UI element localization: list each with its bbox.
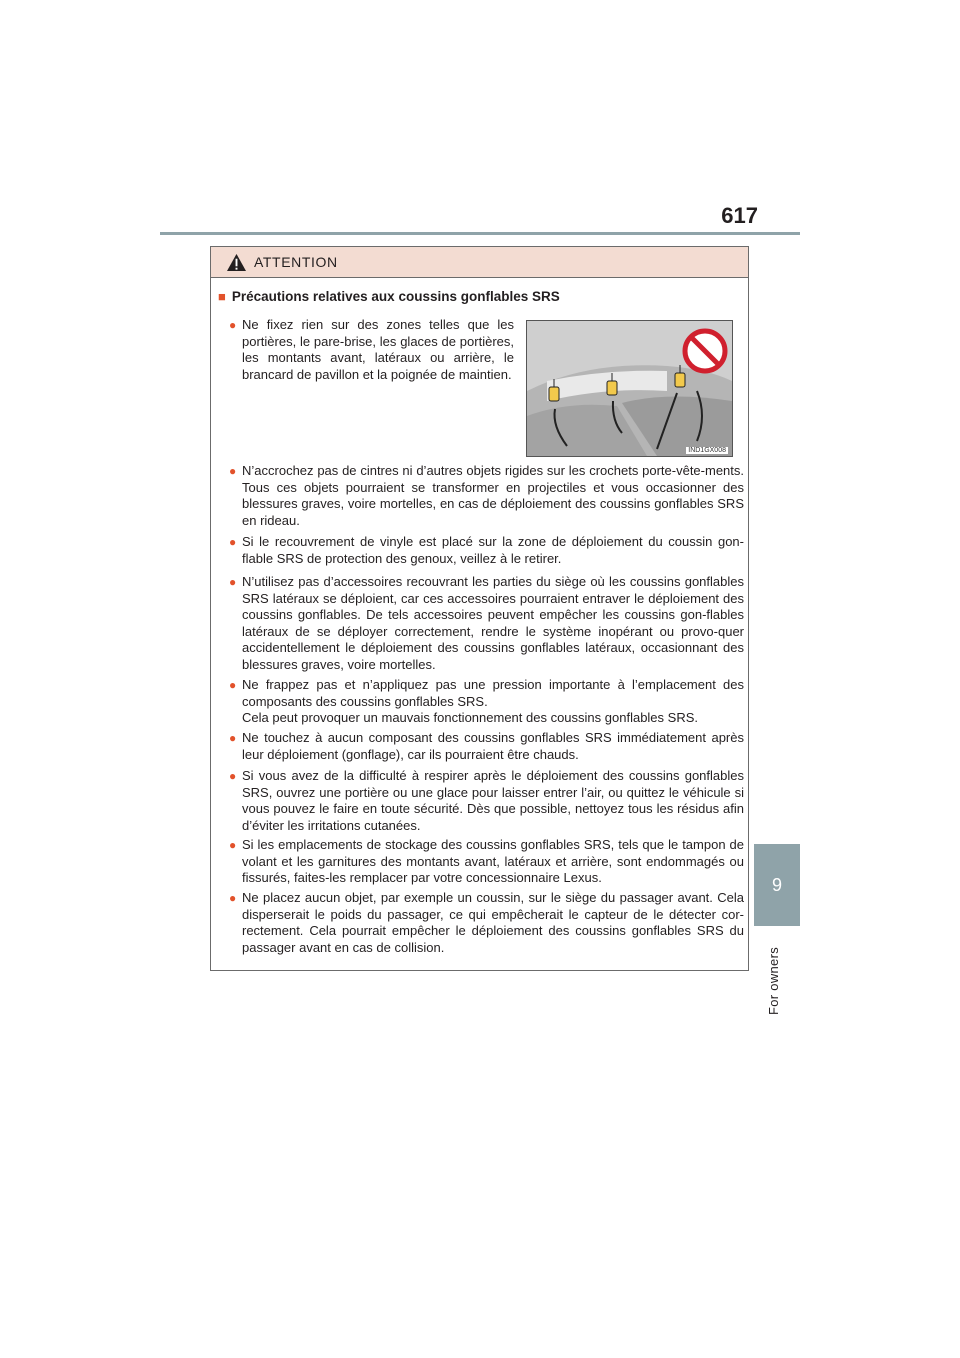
caution-box <box>210 246 749 971</box>
chapter-label: For owners <box>766 946 781 1015</box>
car-interior-image <box>527 321 732 456</box>
illustration-code: IND1GX008 <box>688 447 726 454</box>
page-number: 617 <box>721 203 758 228</box>
bullet-icon: ● <box>229 731 237 745</box>
list-item: ● Si les emplacements de stockage des coussins gonflables SRS, tels que le tampon de volant et les garnitures des montants avant, latéraux et arrière, sont endommagés ou fissurés, faites-les remplacer par votre concessionnaire Lexus. <box>229 837 744 885</box>
bullet-icon: ● <box>229 769 237 783</box>
section-heading-text: Précautions relatives aux coussins gonflables SRS <box>231 289 560 304</box>
bullet-icon: ● <box>229 891 237 905</box>
list-item: ● N’utilisez pas d’accessoires recouvrant les parties du siège où les coussins gonflables SRS latéraux se déploient, car ces accessoires pourraient entraver le déploiement des coussins gonflables. De tels accessoires peuvent empêcher les coussins gon-flables latéraux de se déployer correctement, rendre le système inopérant ou provo-quer accidentellement le déploiement des coussins gonflables latéraux, occasionnant des blessures graves, voire mortelles. <box>229 574 744 672</box>
header-rule <box>160 232 800 235</box>
list-item: ● Si vous avez de la difficulté à respirer après le déploiement des coussins gonflables SRS, ouvrez une portière ou une glace pour laisser entrer l’air, ou quittez le véhicule si vous pouvez le faire en toute sécurité. Dès que possible, nettoyez tous les résidus afin d’éviter les irritations cutanées. <box>229 768 744 833</box>
heading-square-icon: ■ <box>218 289 226 304</box>
warning-triangle-icon <box>226 253 247 272</box>
bullet-icon: ● <box>229 464 237 478</box>
bullet-icon: ● <box>229 575 237 589</box>
chapter-tab: 9 <box>754 844 800 926</box>
list-item: ● Ne frappez pas et n’appliquez pas une pression importante à l’emplacement des composants des coussins gonflables SRS. Cela peut provoquer un mauvais fonctionnement des coussins gonflables SRS. <box>229 677 744 725</box>
bullet-icon: ● <box>229 838 237 852</box>
caution-title: ATTENTION <box>254 254 338 270</box>
section-heading <box>218 289 560 304</box>
list-item: ● Ne fixez rien sur des zones telles que les portières, le pare-brise, les glaces de portières, les montants avant, latéraux ou arrière, le brancard de pavillon et la poignée de maintien. <box>229 317 514 382</box>
bullet-icon: ● <box>229 318 237 332</box>
airbag-illustration <box>526 320 733 457</box>
list-item: ● Si le recouvrement de vinyle est placé sur la zone de déploiement du coussin gon-flable SRS de protection des genoux, veillez à le retirer. <box>229 534 744 566</box>
list-item: ● Ne placez aucun objet, par exemple un coussin, sur le siège du passager avant. Cela disperserait le poids du passager, ce qui empêcherait le capteur de le détecter cor-rectement. Cela pourrait empêcher le déploiement des coussins gonflables SRS du passager avant en cas de collision. <box>229 890 744 955</box>
list-item: ● Ne touchez à aucun composant des coussins gonflables SRS immédiatement après leur déploiement (gonflage), car ils pourraient être chauds. <box>229 730 744 762</box>
caution-header <box>211 247 748 278</box>
bullet-icon: ● <box>229 678 237 692</box>
list-item: ● N’accrochez pas de cintres ni d’autres objets rigides sur les crochets porte-vête-ments. Tous ces objets pourraient se transformer en projectiles et vous occasionner des blessures graves, voire mortelles, en cas de déploiement des coussins gonflables SRS en rideau. <box>229 463 744 528</box>
bullet-icon: ● <box>229 535 237 549</box>
